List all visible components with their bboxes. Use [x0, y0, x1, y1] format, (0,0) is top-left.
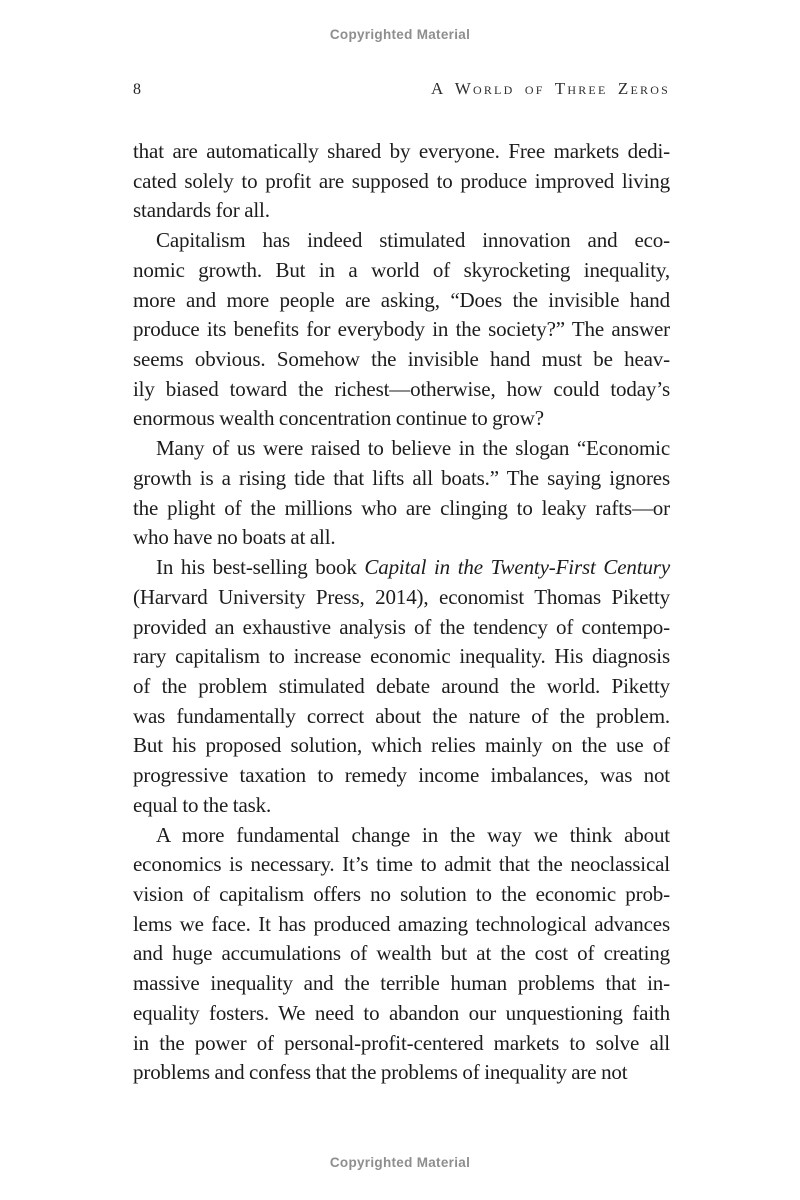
text-line [133, 196, 670, 226]
text-segment: and huge accumulations of wealth but at the cost of creating [133, 941, 670, 966]
text-line [133, 910, 670, 940]
text-segment: In his best-selling book [156, 555, 365, 580]
text-segment: economics is necessary. It’s time to admit that the neoclassical [133, 852, 670, 877]
text-line [133, 315, 670, 345]
page-header [133, 79, 670, 99]
paragraph [133, 137, 670, 226]
text-line [133, 969, 670, 999]
copyright-notice-bottom: Copyrighted Material [329, 1155, 471, 1170]
text-segment: nomic growth. But in a world of skyrocketing inequality, [133, 257, 670, 282]
text-line [133, 226, 670, 256]
text-segment: A more fundamental change in the way we think about [156, 822, 670, 847]
paragraph [133, 553, 670, 820]
text-segment: progressive taxation to remedy income imbalances, was not [133, 763, 670, 788]
text-segment: equal to the task. [133, 792, 272, 817]
text-segment: growth is a rising tide that lifts all boats.” The saying ignores [133, 465, 670, 490]
text-line [133, 494, 670, 524]
text-segment: of the problem stimulated debate around the world. Piketty [133, 673, 670, 698]
text-segment: produce its benefits for everybody in the society?” The answer [133, 317, 670, 342]
text-segment: cated solely to profit are supposed to produce improved living [133, 168, 670, 193]
text-segment: But his proposed solution, which relies mainly on the use of [133, 733, 670, 758]
text-line [133, 375, 670, 405]
text-line [133, 286, 670, 316]
text-line [133, 256, 670, 286]
copyright-notice-top: Copyrighted Material [329, 27, 471, 42]
text-line [133, 761, 670, 791]
text-line [133, 821, 670, 851]
text-segment: the plight of the millions who are clinging to leaky rafts—or [133, 495, 670, 520]
book-title-italic: Capital in the Twenty-First Century [364, 555, 670, 580]
text-line [133, 523, 670, 553]
text-line [133, 434, 670, 464]
text-line [133, 345, 670, 375]
text-line [133, 1029, 670, 1059]
text-segment: that are automatically shared by everyone. Free markets dedi- [133, 139, 670, 163]
text-segment: standards for all. [133, 198, 270, 223]
text-segment: ily biased toward the richest—otherwise, how could today’s [133, 376, 670, 401]
text-segment: seems obvious. Somehow the invisible hand must be heav- [133, 347, 670, 372]
text-segment: problems and confess that the problems of inequality are not [133, 1060, 628, 1085]
text-line [133, 464, 670, 494]
text-segment: equality fosters. We need to abandon our unquestioning faith [133, 1000, 670, 1025]
text-line [133, 583, 670, 613]
page-number: 8 [133, 81, 141, 98]
text-segment: in the power of personal-profit-centered markets to solve all [133, 1030, 670, 1055]
text-segment: vision of capitalism offers no solution to the economic prob- [133, 881, 670, 906]
text-line [133, 1058, 670, 1088]
text-line [133, 167, 670, 197]
text-segment: Many of us were raised to believe in the slogan “Economic [156, 436, 670, 461]
text-line [133, 613, 670, 643]
text-line [133, 702, 670, 732]
paragraph [133, 226, 670, 434]
text-segment: massive inequality and the terrible human problems that in- [133, 971, 670, 996]
body-text [133, 137, 670, 1088]
text-line [133, 880, 670, 910]
paragraph [133, 821, 670, 1088]
text-segment: lems we face. It has produced amazing technological advances [133, 911, 670, 936]
text-line [133, 137, 670, 167]
text-line [133, 731, 670, 761]
text-line [133, 404, 670, 434]
text-segment: was fundamentally correct about the nature of the problem. [133, 703, 670, 728]
text-segment: provided an exhaustive analysis of the tendency of contempo- [133, 614, 670, 639]
text-segment: enormous wealth concentration continue to grow? [133, 406, 544, 431]
text-line [133, 672, 670, 702]
paragraph [133, 434, 670, 553]
text-segment: who have no boats at all. [133, 525, 336, 550]
text-segment: rary capitalism to increase economic inequality. His diagnosis [133, 644, 670, 669]
running-head: A World of Three Zeros [431, 79, 670, 98]
text-line [133, 999, 670, 1029]
text-segment: (Harvard University Press, 2014), economist Thomas Piketty [133, 584, 670, 609]
text-line [133, 642, 670, 672]
text-line [133, 553, 670, 583]
text-segment: Capitalism has indeed stimulated innovation and eco- [156, 228, 670, 253]
text-line [133, 850, 670, 880]
text-line [133, 791, 670, 821]
text-segment: more and more people are asking, “Does the invisible hand [133, 287, 670, 312]
text-line [133, 939, 670, 969]
